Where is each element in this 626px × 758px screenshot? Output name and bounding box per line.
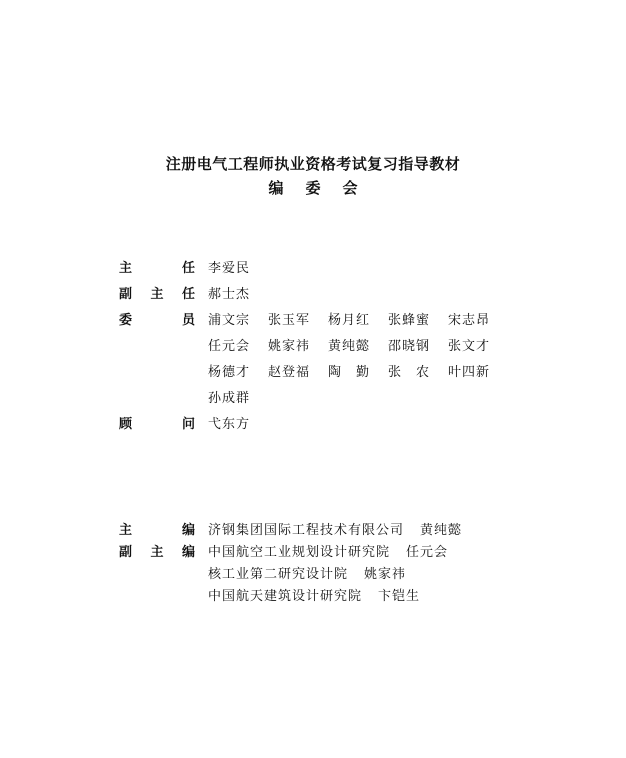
role-chief-editor: 主 编 [119, 522, 195, 538]
member-name: 张 农 [388, 364, 431, 380]
deputy-editor-org: 中国航天建筑设计研究院 [208, 589, 363, 604]
members-list [208, 305, 508, 409]
members-row [208, 331, 508, 357]
chief-editor-org: 济钢集团国际工程技术有限公司 [208, 523, 405, 538]
member-name: 张文才 [448, 338, 491, 354]
advisor-name: 弋东方 [208, 417, 251, 432]
member-name: 宋志昂 [448, 312, 491, 328]
members-row [208, 305, 508, 331]
deputy-editor-line [208, 541, 448, 560]
member-name: 叶四新 [448, 364, 491, 380]
role-members: 委 员 [119, 312, 195, 328]
deputy-editor-line [208, 563, 406, 582]
deputy-editor-name: 卞铠生 [378, 589, 421, 604]
chief-editor-line [208, 519, 462, 538]
deputy-editor-org: 中国航空工业规划设计研究院 [208, 545, 391, 560]
member-name: 孙成群 [208, 390, 251, 406]
deputy-editor-name: 姚家祎 [364, 567, 407, 582]
member-name: 姚家祎 [268, 338, 311, 354]
deputy-editor-org: 核工业第二研究设计院 [208, 567, 349, 582]
members-row [208, 357, 508, 383]
member-name: 陶 勤 [328, 364, 371, 380]
member-name: 张蜂蜜 [388, 312, 431, 328]
role-deputy-director: 副 主 任 [119, 286, 195, 302]
role-director: 主 任 [119, 260, 195, 276]
members-row [208, 383, 508, 409]
deputy-director-name: 郝士杰 [208, 287, 251, 302]
director-name: 李爱民 [208, 261, 251, 276]
member-name: 杨德才 [208, 364, 251, 380]
chief-editor-name: 黄纯懿 [420, 523, 463, 538]
member-name: 浦文宗 [208, 312, 251, 328]
role-advisor: 顾 问 [119, 416, 195, 432]
member-name: 张玉军 [268, 312, 311, 328]
book-title: 注册电气工程师执业资格考试复习指导教材 [165, 155, 461, 173]
member-name: 杨月红 [328, 312, 371, 328]
member-name: 任元会 [208, 338, 251, 354]
deputy-editor-line [208, 585, 420, 604]
member-name: 黄纯懿 [328, 338, 371, 354]
role-deputy-editors: 副 主 编 [119, 544, 195, 560]
deputy-editor-name: 任元会 [406, 545, 449, 560]
member-name: 赵登福 [268, 364, 311, 380]
committee-heading: 编委会 [268, 179, 380, 197]
member-name: 邵晓钢 [388, 338, 431, 354]
